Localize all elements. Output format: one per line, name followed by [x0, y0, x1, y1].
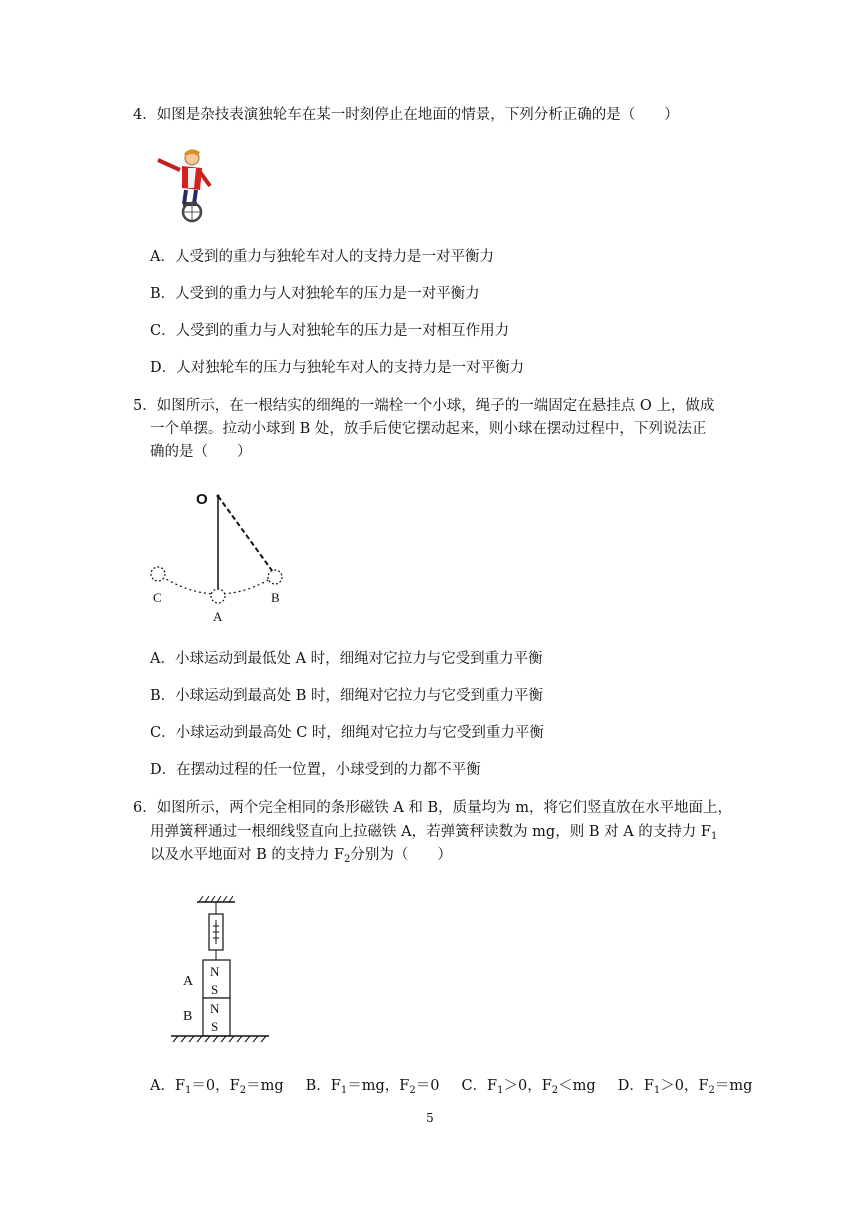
q6-option-d: D．$F_1>0$，$F_2=mg$ [617, 1078, 753, 1096]
q5-option-d: D．在摆动过程的任一位置，小球受到的力都不平衡 [150, 762, 481, 778]
magnet-label-b: B [183, 1009, 193, 1024]
pendulum-label-a: A [213, 609, 223, 624]
q6-stem-line1: 6．如图所示，两个完全相同的条形磁铁 A 和 B，质量均为 m，将它们竖直放在水平地面上， [133, 800, 733, 816]
pendulum-label-b: B [271, 590, 280, 605]
unicycle-figure [150, 146, 220, 226]
magnet-figure [165, 894, 275, 1044]
q6-option-c: C．$F_1>0$，$F_2<mg$ [461, 1078, 596, 1096]
magnet-a-n: N [210, 964, 220, 979]
q6-option-a: A．$F_1=0$，$F_2=mg$ [150, 1078, 284, 1096]
q5-option-c: C．小球运动到最高处 C 时，细绳对它拉力与它受到重力平衡 [150, 725, 544, 741]
magnet-b-s: S [211, 1019, 219, 1034]
pendulum-label-c: C [153, 590, 162, 605]
q4-stem: 4．如图是杂技表演独轮车在某一时刻停止在地面的情景，下列分析正确的是（ ） [133, 107, 679, 123]
q6-stem-line2: 用弹簧秤通过一根细线竖直向上拉磁铁 A，若弹簧秤读数为 mg，则 B 对 A 的支持力 $F_1$ [150, 824, 718, 842]
q6-option-b: B．$F_1=mg$，$F_2=0$ [305, 1078, 440, 1096]
q4-option-b: B．人受到的重力与人对独轮车的压力是一对平衡力 [150, 286, 480, 302]
page-number: 5 [426, 1111, 434, 1125]
pendulum-label-o: O [196, 491, 208, 508]
pendulum-figure [145, 482, 295, 624]
q4-option-a: A．人受到的重力与独轮车对人的支持力是一对平衡力 [150, 249, 494, 265]
q6-stem-line3: 以及水平地面对 B 的支持力 $F_2$分别为（ ） [150, 847, 452, 865]
q4-option-d: D．人对独轮车的压力与独轮车对人的支持力是一对平衡力 [150, 360, 525, 376]
q5-stem-line2: 一个单摆。拉动小球到 B 处，放手后使它摆动起来，则小球在摆动过程中，下列说法正 [150, 421, 707, 437]
magnet-a-s: S [211, 982, 219, 997]
q5-option-a: A．小球运动到最低处 A 时，细绳对它拉力与它受到重力平衡 [150, 651, 543, 667]
q5-stem-line1: 5．如图所示，在一根结实的细绳的一端栓一个小球，绳子的一端固定在悬挂点 O 上，做成 [133, 398, 715, 414]
q5-option-b: B．小球运动到最高处 B 时，细绳对它拉力与它受到重力平衡 [150, 688, 544, 704]
magnet-b-n: N [210, 1001, 220, 1016]
q6-options [150, 1074, 752, 1095]
q4-option-c: C．人受到的重力与人对独轮车的压力是一对相互作用力 [150, 323, 510, 339]
magnet-label-a: A [183, 974, 194, 989]
q5-stem-line3: 确的是（ ） [150, 444, 252, 460]
